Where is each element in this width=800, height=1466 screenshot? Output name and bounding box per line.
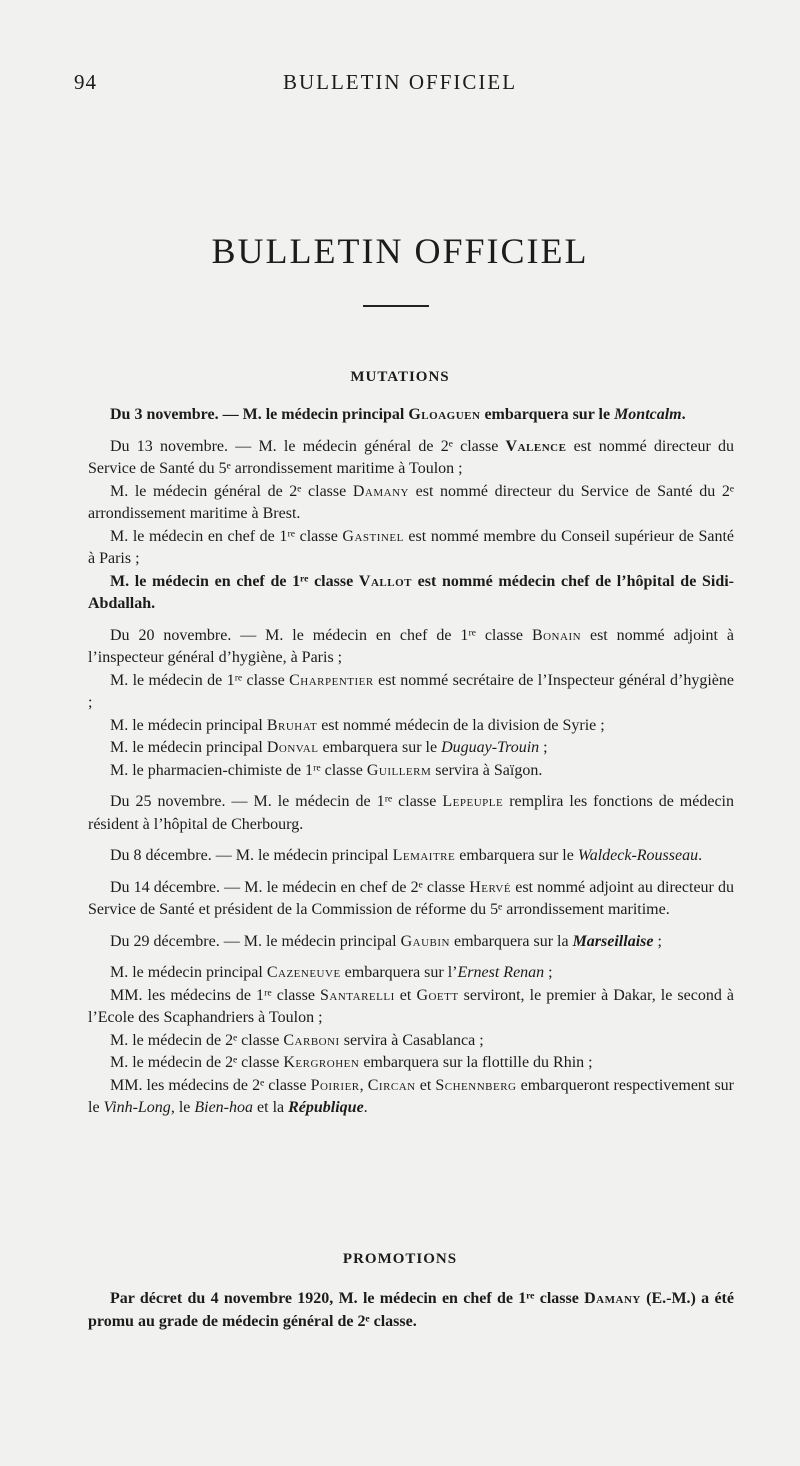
mutation-entry: M. le pharmacien-chimiste de 1ʳᵉ classe Guillerm servira à Saïgon. [110, 761, 543, 779]
mutation-entry: MM. les médecins de 2ᵉ classe Poirier, Circan et Schennberg embarqueront respectivement sur le Vinh-Long, le Bien-hoa et la République. [88, 1076, 735, 1116]
running-title: BULLETIN OFFICIEL [282, 70, 518, 94]
title-rule [363, 305, 429, 307]
mutation-entry: Du 25 novembre. — M. le médecin de 1ʳᵉ classe Lepeuple remplira les fonctions de médecin résident à l’hôpital de Cherbourg. [88, 793, 735, 833]
mutation-entry: Du 29 décembre. — M. le médecin principal Gaubin embarquera sur la Marseillaise ; [110, 932, 662, 950]
document-title: BULLETIN OFFICIEL [211, 231, 589, 271]
mutations-heading: MUTATIONS [350, 369, 450, 385]
running-header [74, 70, 726, 100]
page-number: 94 [74, 70, 97, 94]
mutation-entry: Du 13 novembre. — M. le médecin général de 2ᵉ classe Valence est nommé directeur du Service de Santé du 5ᵉ arrondissement maritime à Toulon ; [88, 437, 734, 477]
promotion-entry: Par décret du 4 novembre 1920, M. le médecin en chef de 1ʳᵉ classe Damany (E.-M.) a été promu au grade de médecin général de 2ᵉ classe. [88, 1290, 734, 1330]
promotions-body [88, 1288, 734, 1333]
mutation-entry: M. le médecin principal Bruhat est nommé médecin de la division de Syrie ; [110, 716, 605, 734]
mutation-entry: M. le médecin de 2ᵉ classe Kergrohen embarquera sur la flottille du Rhin ; [110, 1054, 593, 1071]
mutations-body [88, 404, 734, 1120]
mutation-entry: Du 14 décembre. — M. le médecin en chef de 2ᵉ classe Hervé est nommé adjoint au directeur du Service de Santé et président de la Commission de réforme du 5ᵉ arrondissement maritime. [88, 878, 734, 918]
promotions-heading: PROMOTIONS [342, 1251, 458, 1267]
mutation-entry: Du 3 novembre. — M. le médecin principal Gloaguen embarquera sur le Montcalm. [110, 406, 686, 423]
mutation-entry: M. le médecin en chef de 1ʳᵉ classe Gastinel est nommé membre du Conseil supérieur de Santé à Paris ; [88, 527, 734, 567]
mutation-entry: M. le médecin de 1ʳᵉ classe Charpentier est nommé secrétaire de l’Inspecteur général d’hygiène ; [88, 671, 735, 711]
mutation-entry: M. le médecin en chef de 1ʳᵉ classe Vallot est nommé médecin chef de l’hôpital de Sidi-Abdallah. [88, 572, 735, 612]
mutation-entry: Du 20 novembre. — M. le médecin en chef de 1ʳᵉ classe Bonain est nommé adjoint à l’inspecteur général d’hygiène, à Paris ; [88, 626, 735, 666]
mutation-entry: M. le médecin principal Donval embarquera sur le Duguay-Trouin ; [110, 739, 548, 756]
mutation-entry: M. le médecin de 2ᵉ classe Carboni servira à Casablanca ; [110, 1031, 484, 1049]
mutation-entry: MM. les médecins de 1ʳᵉ classe Santarelli et Goett serviront, le premier à Dakar, le second à l’Ecole des Scaphandriers à Toulon ; [88, 986, 735, 1026]
mutation-entry: M. le médecin principal Cazeneuve embarquera sur l’Ernest Renan ; [110, 964, 553, 981]
mutation-entry: Du 8 décembre. — M. le médecin principal Lemaitre embarquera sur le Waldeck-Rousseau. [110, 847, 703, 864]
mutation-entry: M. le médecin général de 2ᵉ classe Damany est nommé directeur du Service de Santé du 2ᵉ arrondissement maritime à Brest. [88, 482, 735, 522]
